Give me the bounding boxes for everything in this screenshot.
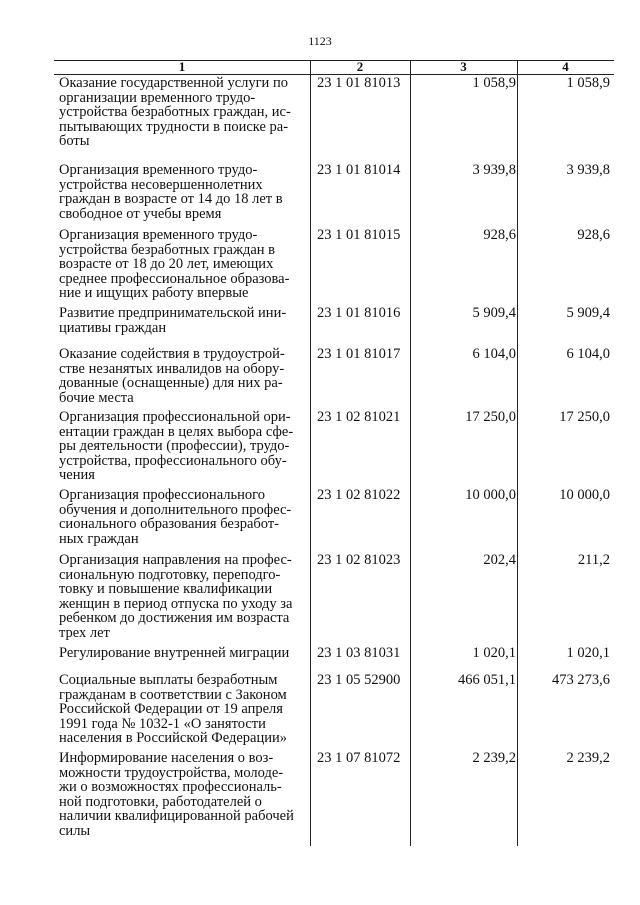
table-row: [54, 347, 614, 410]
row-code: 23 1 01 81014: [317, 162, 401, 178]
row-value-1: 6 104,0: [472, 346, 516, 362]
row-description: Регулирование внутренней миграции: [59, 645, 290, 661]
row-value-1: 3 939,8: [472, 162, 516, 178]
row-value-2: 473 273,6: [552, 672, 610, 688]
row-code: 23 1 02 81022: [317, 487, 401, 503]
row-description: Оказание государственной услуги по организации временного трудо- устройства безработных граждан, ис- пытывающих трудности в поиске ра- боты: [59, 75, 291, 149]
table-row: [54, 163, 614, 228]
row-value-2: 928,6: [577, 227, 610, 243]
row-code: 23 1 05 52900: [317, 672, 401, 688]
row-description: Развитие предпринимательской ини- циативы граждан: [59, 305, 287, 336]
row-value-1: 1 058,9: [472, 75, 516, 91]
row-code: 23 1 01 81017: [317, 346, 401, 362]
row-code: 23 1 01 81013: [317, 75, 401, 91]
table-row: [54, 673, 614, 751]
table-row: [54, 553, 614, 646]
column-header-3: 3: [460, 59, 467, 74]
row-description: Информирование населения о воз- можности трудоустройства, молоде- жи о возможностях профессиональ- ной подготовки, работодателей о наличии квалифицированной рабочей силы: [59, 750, 294, 839]
table-row: [54, 646, 614, 673]
row-description: Организация направления на профес- сиональную подготовку, переподго- товку и повышение квалификации женщин в период отпуска по уходу за ребенком до достижения им возраста трех лет: [59, 552, 293, 641]
row-description: Организация профессионального обучения и дополнительного профес- сионального образования безработ- ных граждан: [59, 487, 292, 547]
table-row: [54, 76, 614, 163]
table-row: [54, 228, 614, 306]
row-value-1: 1 020,1: [472, 645, 516, 661]
row-code: 23 1 02 81023: [317, 552, 401, 568]
row-description: Социальные выплаты безработным гражданам в соответствии с Законом Российской Федерации от 19 апреля 1991 года № 1032-1 «О занятости населения в Российской Федерации»: [59, 672, 288, 746]
row-value-2: 10 000,0: [559, 487, 610, 503]
column-header-2: 2: [356, 59, 364, 74]
row-code: 23 1 03 81031: [317, 645, 401, 661]
row-code: 23 1 01 81015: [317, 227, 401, 243]
row-value-1: 928,6: [483, 227, 516, 243]
row-description: Организация временного трудо- устройства безработных граждан в возрасте от 18 до 20 лет, имеющих среднее профессиональное образова- ние и ищущих работу впервые: [59, 227, 290, 301]
table-row: [54, 751, 614, 846]
budget-table: [54, 60, 614, 846]
row-value-1: 2 239,2: [472, 750, 516, 766]
row-value-2: 1 058,9: [566, 75, 610, 91]
page-number: 1123: [308, 34, 332, 48]
row-description: Оказание содействия в трудоустрой- стве незанятых инвалидов на обору- дованные (оснащенные) для них ра- бочие места: [59, 346, 285, 406]
row-code: 23 1 07 81072: [317, 750, 401, 766]
row-value-1: 10 000,0: [465, 487, 516, 503]
row-value-2: 5 909,4: [566, 305, 610, 321]
table-body: [54, 76, 614, 846]
row-value-2: 6 104,0: [566, 346, 610, 362]
row-description: Организация временного трудо- устройства несовершеннолетних граждан в возрасте от 14 до 18 лет в свободное от учебы время: [59, 162, 283, 222]
table-row: [54, 410, 614, 488]
row-value-1: 202,4: [483, 552, 516, 568]
row-value-2: 17 250,0: [559, 409, 610, 425]
table-row: [54, 488, 614, 553]
row-value-1: 466 051,1: [458, 672, 516, 688]
column-header-4: 4: [562, 59, 569, 74]
row-value-2: 211,2: [577, 552, 610, 568]
row-value-2: 2 239,2: [566, 750, 610, 766]
row-code: 23 1 02 81021: [317, 409, 401, 425]
row-value-2: 1 020,1: [566, 645, 610, 661]
row-value-2: 3 939,8: [566, 162, 610, 178]
table-row: [54, 306, 614, 347]
row-value-1: 5 909,4: [472, 305, 516, 321]
row-value-1: 17 250,0: [465, 409, 516, 425]
column-header-1: 1: [178, 59, 186, 74]
row-code: 23 1 01 81016: [317, 305, 401, 321]
row-description: Организация профессиональной ори- ентации граждан в целях выбора сфе- ры деятельности (профессии), трудо- устройства, профессионального обу- чения: [59, 409, 294, 483]
